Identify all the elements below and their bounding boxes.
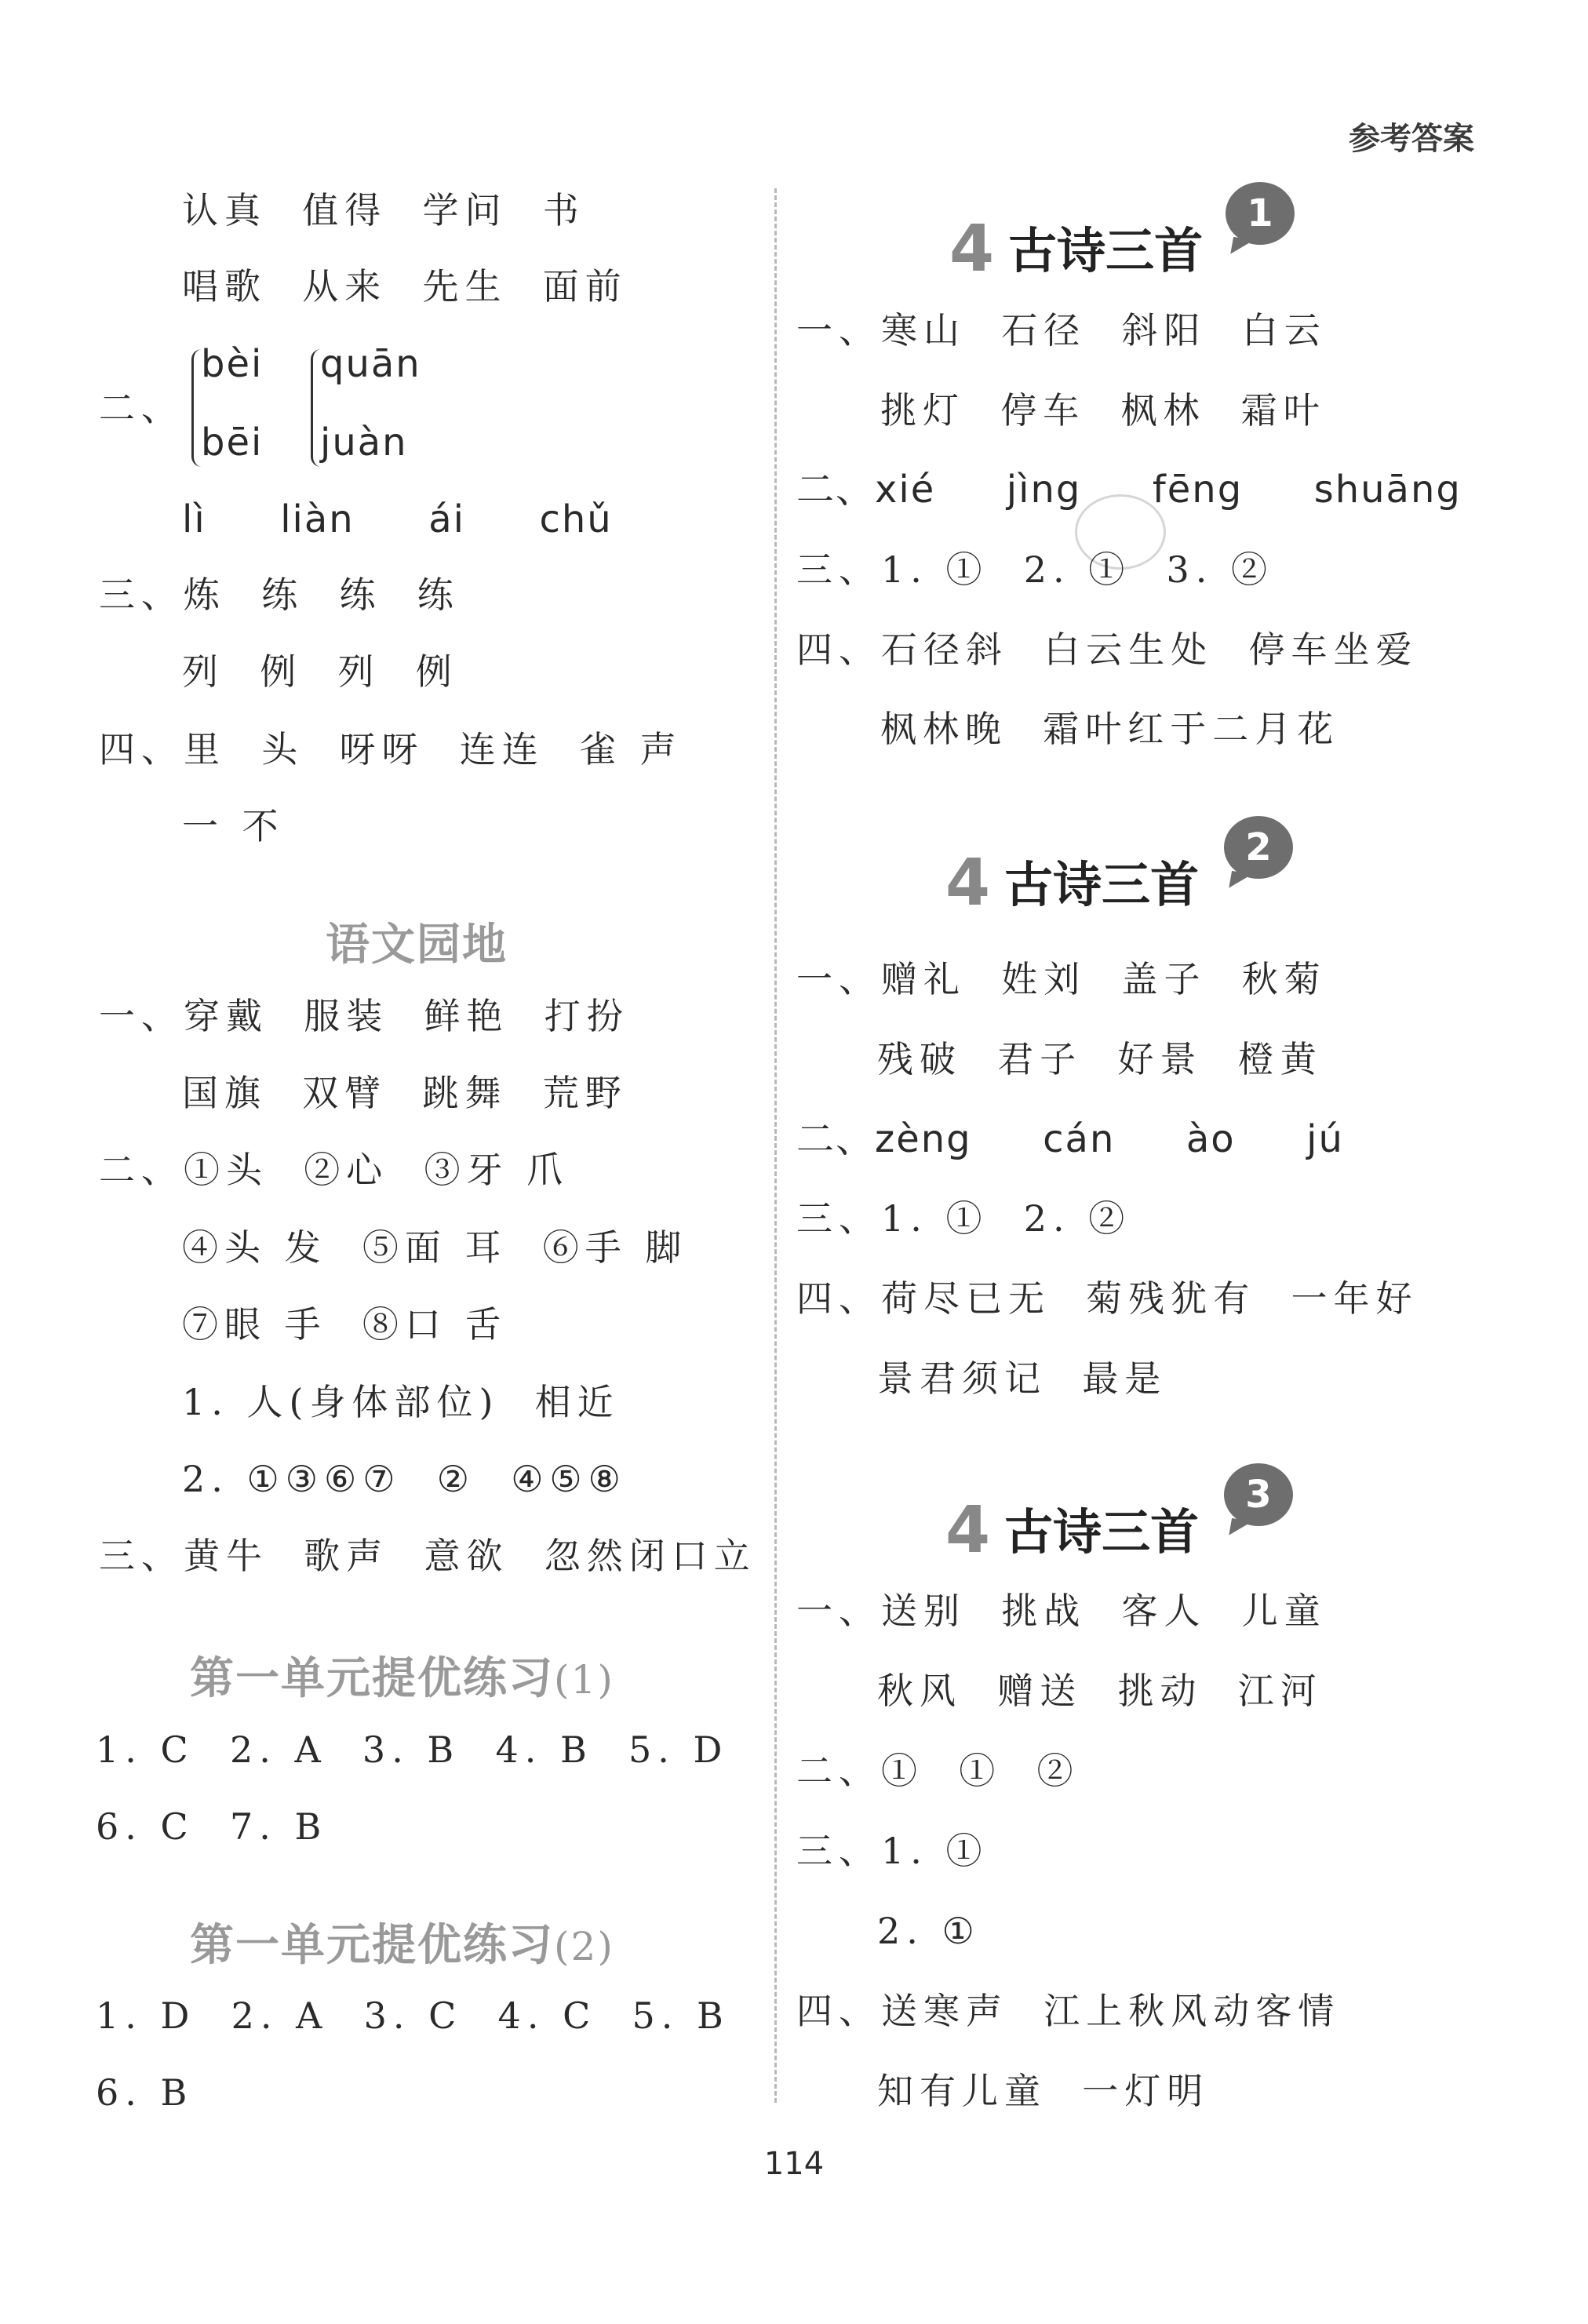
section-title: 第一单元提优练习(2) [190, 1920, 614, 1971]
answer-line: 1. C 2. A 3. B 4. B 5. D [96, 1728, 729, 1771]
answer-line: 四、里 头 呀呀 连连 雀 声 [99, 728, 683, 770]
answer-line: 一、送别 挑战 客人 儿童 [796, 1590, 1327, 1632]
answer-line: 唱歌 从来 先生 面前 [182, 265, 628, 308]
answer-key-header: 参考答案 [1349, 121, 1474, 157]
answer-line: ⑦眼 手 ⑧口 舌 [182, 1303, 508, 1346]
answer-line: 2. ① [877, 1910, 981, 1952]
answer-line: 1. 人(身体部位) 相近 [182, 1381, 620, 1423]
answer-line: 三、1. ① 2. ② [796, 1197, 1131, 1240]
page-number: 114 [763, 2146, 825, 2182]
pinyin-answer: juàn [320, 421, 408, 464]
answer-line: 挑灯 停车 枫林 霜叶 [880, 389, 1326, 432]
pinyin-answer: bēi [201, 421, 264, 464]
pinyin-answer: 二、xié jìng fēng shuāng [796, 468, 1462, 512]
lesson-badge-icon: 3 [1224, 1463, 1293, 1526]
answer-line: 6. B [96, 2071, 194, 2114]
answer-line: 三、1. ① 2. ① 3. ② [796, 548, 1274, 591]
section-title: 语文园地 [326, 920, 508, 971]
answer-line: 枫林晚 霜叶红于二月花 [880, 708, 1340, 750]
answer-line: 三、炼 练 练 练 [99, 574, 460, 616]
lesson-title: 4 古诗三首 [945, 846, 1200, 920]
section-title: 第一单元提优练习(1) [190, 1653, 614, 1704]
answer-line: 一、赠礼 姓刘 盖子 秋菊 [796, 958, 1327, 1000]
answer-line: 景君须记 最是 [877, 1357, 1167, 1400]
pinyin-answer: 二、zèng cán ào jú [796, 1117, 1344, 1161]
column-divider [774, 188, 777, 2103]
lesson-badge-icon: 1 [1226, 182, 1295, 245]
answer-line: 三、黄牛 歌声 意欲 忽然闭口立 [99, 1535, 756, 1577]
answer-line: 二、① ① ② [796, 1750, 1080, 1792]
lesson-title: 4 古诗三首 [945, 1493, 1200, 1568]
answer-line: 四、石径斜 白云生处 停车坐爱 [796, 628, 1419, 671]
answer-line: 认真 值得 学问 书 [182, 189, 585, 231]
answer-line: 残破 君子 好景 橙黄 [877, 1038, 1323, 1080]
answer-line: 国旗 双臂 跳舞 荒野 [182, 1072, 628, 1114]
lesson-badge-icon: 2 [1224, 816, 1293, 879]
answer-line: 一、穿戴 服装 鲜艳 打扮 [99, 995, 629, 1037]
answer-line: 四、荷尽已无 菊残犹有 一年好 [796, 1277, 1419, 1320]
pinyin-answer: lì liàn ái chǔ [182, 497, 613, 541]
answer-line: 2. ①③⑥⑦ ② ④⑤⑧ [182, 1458, 627, 1500]
answer-line: 1. D 2. A 3. C 4. C 5. B [96, 1994, 730, 2037]
answer-line: 一 不 [182, 805, 285, 847]
question-label: 二、 [99, 387, 184, 429]
answer-line: 6. C 7. B [96, 1805, 328, 1848]
answer-line: 二、①头 ②心 ③牙 爪 [99, 1149, 570, 1191]
answer-line: 知有儿童 一灯明 [877, 2070, 1210, 2112]
answer-line: 一、寒山 石径 斜阳 白云 [796, 309, 1327, 352]
pinyin-answer: quān [320, 342, 421, 386]
pinyin-answer: bèi [201, 342, 264, 386]
lesson-title: 4 古诗三首 [949, 212, 1204, 286]
answer-line: 三、1. ① [796, 1830, 989, 1872]
answer-line: 秋风 赠送 挑动 江河 [877, 1670, 1323, 1712]
answer-line: 四、送寒声 江上秋风动客情 [796, 1990, 1341, 2032]
answer-line: 列 例 列 例 [182, 650, 458, 693]
answer-line: ④头 发 ⑤面 耳 ⑥手 脚 [182, 1226, 688, 1269]
